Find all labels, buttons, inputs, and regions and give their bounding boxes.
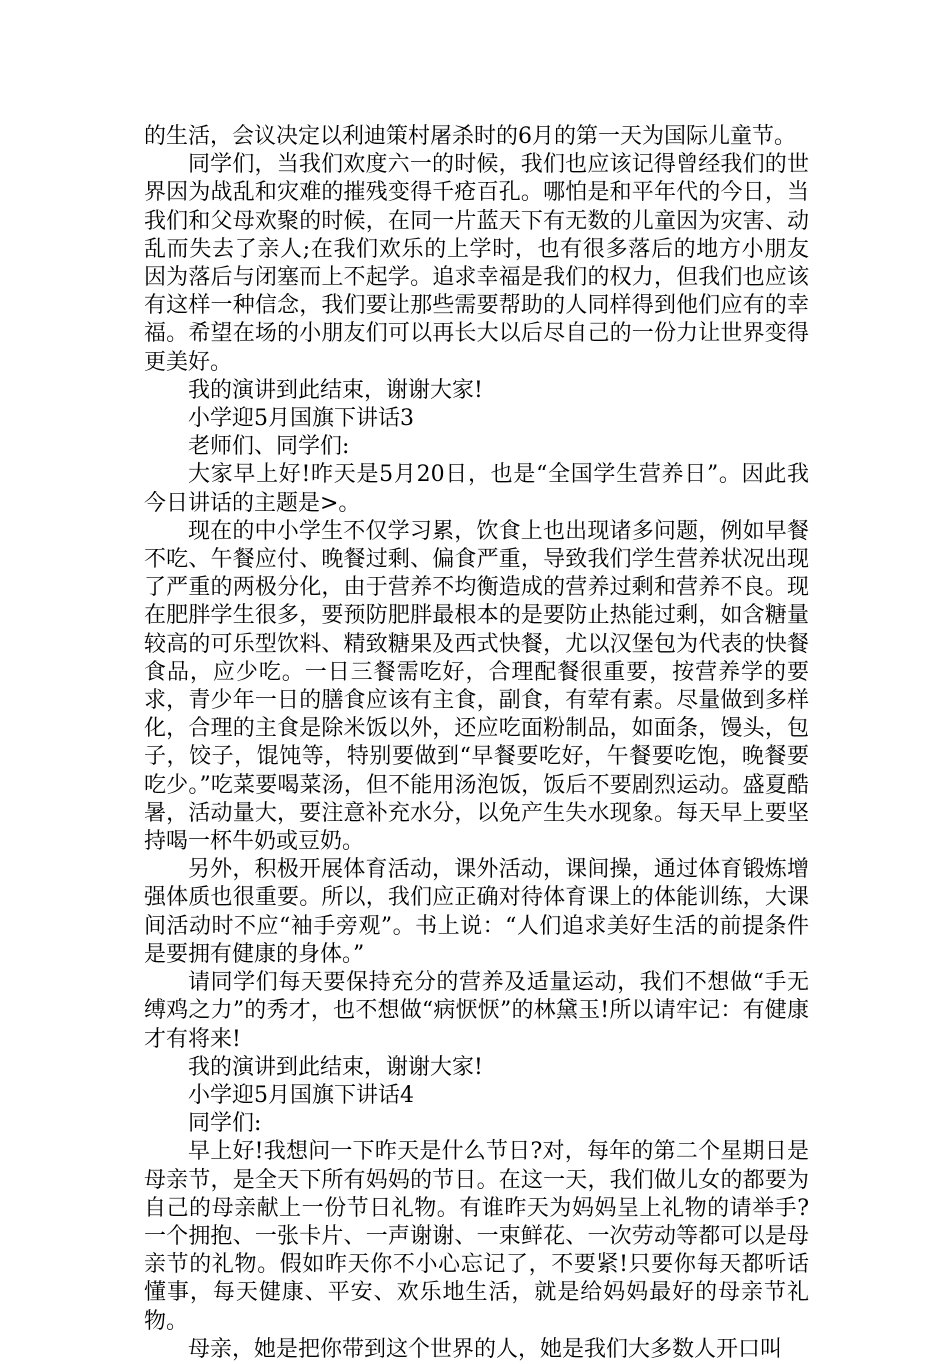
paragraph-8: 另外，积极开展体育活动，课外活动，课间操，通过体育锻炼增强体质也很重要。所以，我们应正确对待体育课上的体能训练，大课间活动时不应“袖手旁观”。书上说：“人们追求美好生活的前提条件是要拥有健康的身体。” — [144, 857, 809, 967]
paragraph-14: 母亲，她是把你带到这个世界的人，她是我们大多数人开口叫 — [188, 1336, 783, 1362]
paragraph-7: 现在的中小学生不仅学习累，饮食上也出现诸多问题，例如早餐不吃、午餐应付、晚餐过剩、偏食严重，导致我们学生营养状况出现了严重的两极分化，由于营养不均衡造成的营养过剩和营养不良。现在肥胖学生很多，要预防肥胖最根本的是要防止热能过剩，如含糖量较高的可乐型饮料、精致糖果及西式快餐，尤以汉堡包为代表的快餐食品，应少吃。一日三餐需吃好，合理配餐很重要，按营养学的要求，青少年一日的膳食应该有主食，副食，有荤有素。尽量做到多样化，合理的主食是除米饭以外，还应吃面粉制品，如面条，馒头，包子，饺子，馄饨等，特别要做到“早餐要吃好，午餐要吃饱，晚餐要吃少。”吃菜要喝菜汤，但不能用汤泡饭，饭后不要剧烈运动。盛夏酷暑，活动量大，要注意补充水分，以免产生失水现象。每天早上要坚持喝一杯牛奶或豆奶。 — [144, 518, 809, 855]
paragraph-2: 同学们，当我们欢度六一的时候，我们也应该记得曾经我们的世界因为战乱和灾难的摧残变得千疮百孔。哪怕是和平年代的今日，当我们和父母欢聚的时候，在同一片蓝天下有无数的儿童因为灾害、动乱而失去了亲人;在我们欢乐的上学时，也有很多落后的地方小朋友因为落后与闭塞而上不起学。追求幸福是我们的权力，但我们也应该有这样一种信念，我们要让那些需要帮助的人同样得到他们应有的幸福。希望在场的小朋友们可以再长大以后尽自己的一份力让世界变得更美好。 — [144, 152, 809, 375]
section-heading-3: 小学迎5月国旗下讲话3 — [188, 406, 414, 432]
paragraph-3: 我的演讲到此结束，谢谢大家! — [188, 377, 483, 403]
paragraph-1: 的生活，会议决定以利迪策村屠杀时的6月的第一天为国际儿童节。 — [144, 124, 796, 149]
paragraph-10: 我的演讲到此结束，谢谢大家! — [188, 1054, 483, 1080]
section-heading-4: 小学迎5月国旗下讲话4 — [188, 1082, 414, 1108]
document-body — [144, 123, 809, 1364]
salutation-3: 老师们、同学们: — [188, 434, 350, 460]
paragraph-13: 早上好!我想问一下昨天是什么节日?对，每年的第二个星期日是母亲节，是全天下所有妈妈的节日。在这一天，我们做儿女的都要为自己的母亲献上一份节日礼物。有谁昨天为妈妈呈上礼物的请举手?一个拥抱、一张卡片、一声谢谢、一束鲜花、一次劳动等都可以是母亲节的礼物。假如昨天你不小心忘记了，不要紧!只要你每天都听话懂事，每天健康、平安、欢乐地生活，就是给妈妈最好的母亲节礼物。 — [144, 1139, 809, 1334]
paragraph-9: 请同学们每天要保持充分的营养及适量运动，我们不想做“手无缚鸡之力”的秀才，也不想做“病恹恹”的林黛玉!所以请牢记：有健康才有将来! — [144, 970, 809, 1052]
salutation-4: 同学们: — [188, 1111, 262, 1137]
paragraph-6: 大家早上好!昨天是5月20日，也是“全国学生营养日”。因此我今日讲话的主题是>。 — [144, 462, 809, 516]
